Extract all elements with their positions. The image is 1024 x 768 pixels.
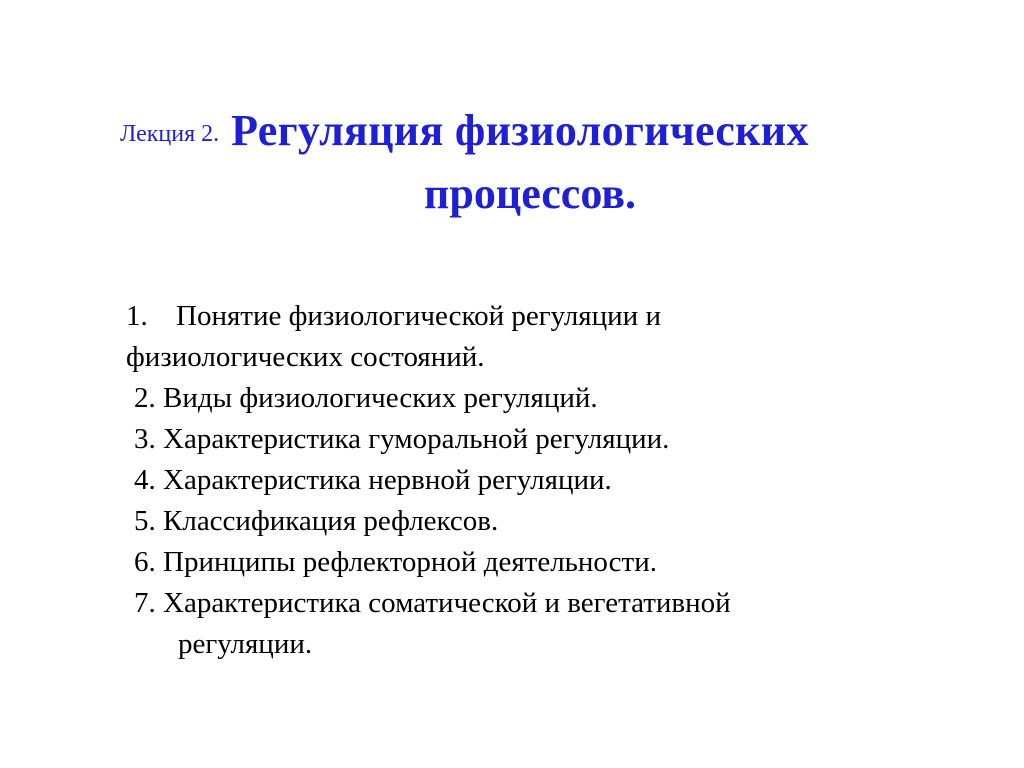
- item-text: Характеристика нервной регуляции.: [163, 464, 612, 496]
- title-line-2: процессов.: [424, 169, 636, 218]
- item-number: 5.: [134, 505, 156, 537]
- item-text: Характеристика гуморальной регуляции.: [163, 423, 670, 455]
- item-text: Понятие физиологической регуляции и: [176, 300, 661, 332]
- lecture-number: Лекция 2.: [120, 121, 220, 147]
- list-item-2: [126, 378, 731, 419]
- title-line-1: Регуляция физиологических: [231, 106, 809, 155]
- agenda-list: [126, 296, 731, 665]
- title-line-2-wrapper: [0, 168, 1024, 219]
- list-item-3: [126, 419, 731, 460]
- list-item-7: [126, 583, 731, 624]
- item-number: 2.: [134, 382, 156, 414]
- list-item-7-continuation: [126, 624, 731, 665]
- list-item-4: [126, 460, 731, 501]
- item-number: 1.: [126, 300, 148, 332]
- list-item-5: [126, 501, 731, 542]
- item-number: 7.: [134, 587, 156, 619]
- item-text: Характеристика соматической и вегетативной: [163, 587, 731, 619]
- item-text-continuation: регуляции.: [178, 628, 313, 660]
- slide-title: [120, 105, 809, 156]
- item-text-continuation: физиологических состояний.: [126, 341, 485, 373]
- list-item-1: [126, 296, 731, 337]
- item-text: Виды физиологических регуляций.: [163, 382, 598, 414]
- item-number: 4.: [134, 464, 156, 496]
- item-number: 6.: [134, 546, 156, 578]
- list-item-1-continuation: [126, 337, 731, 378]
- item-text: Принципы рефлекторной деятельности.: [163, 546, 657, 578]
- item-text: Классификация рефлексов.: [163, 505, 499, 537]
- item-number: 3.: [134, 423, 156, 455]
- list-item-6: [126, 542, 731, 583]
